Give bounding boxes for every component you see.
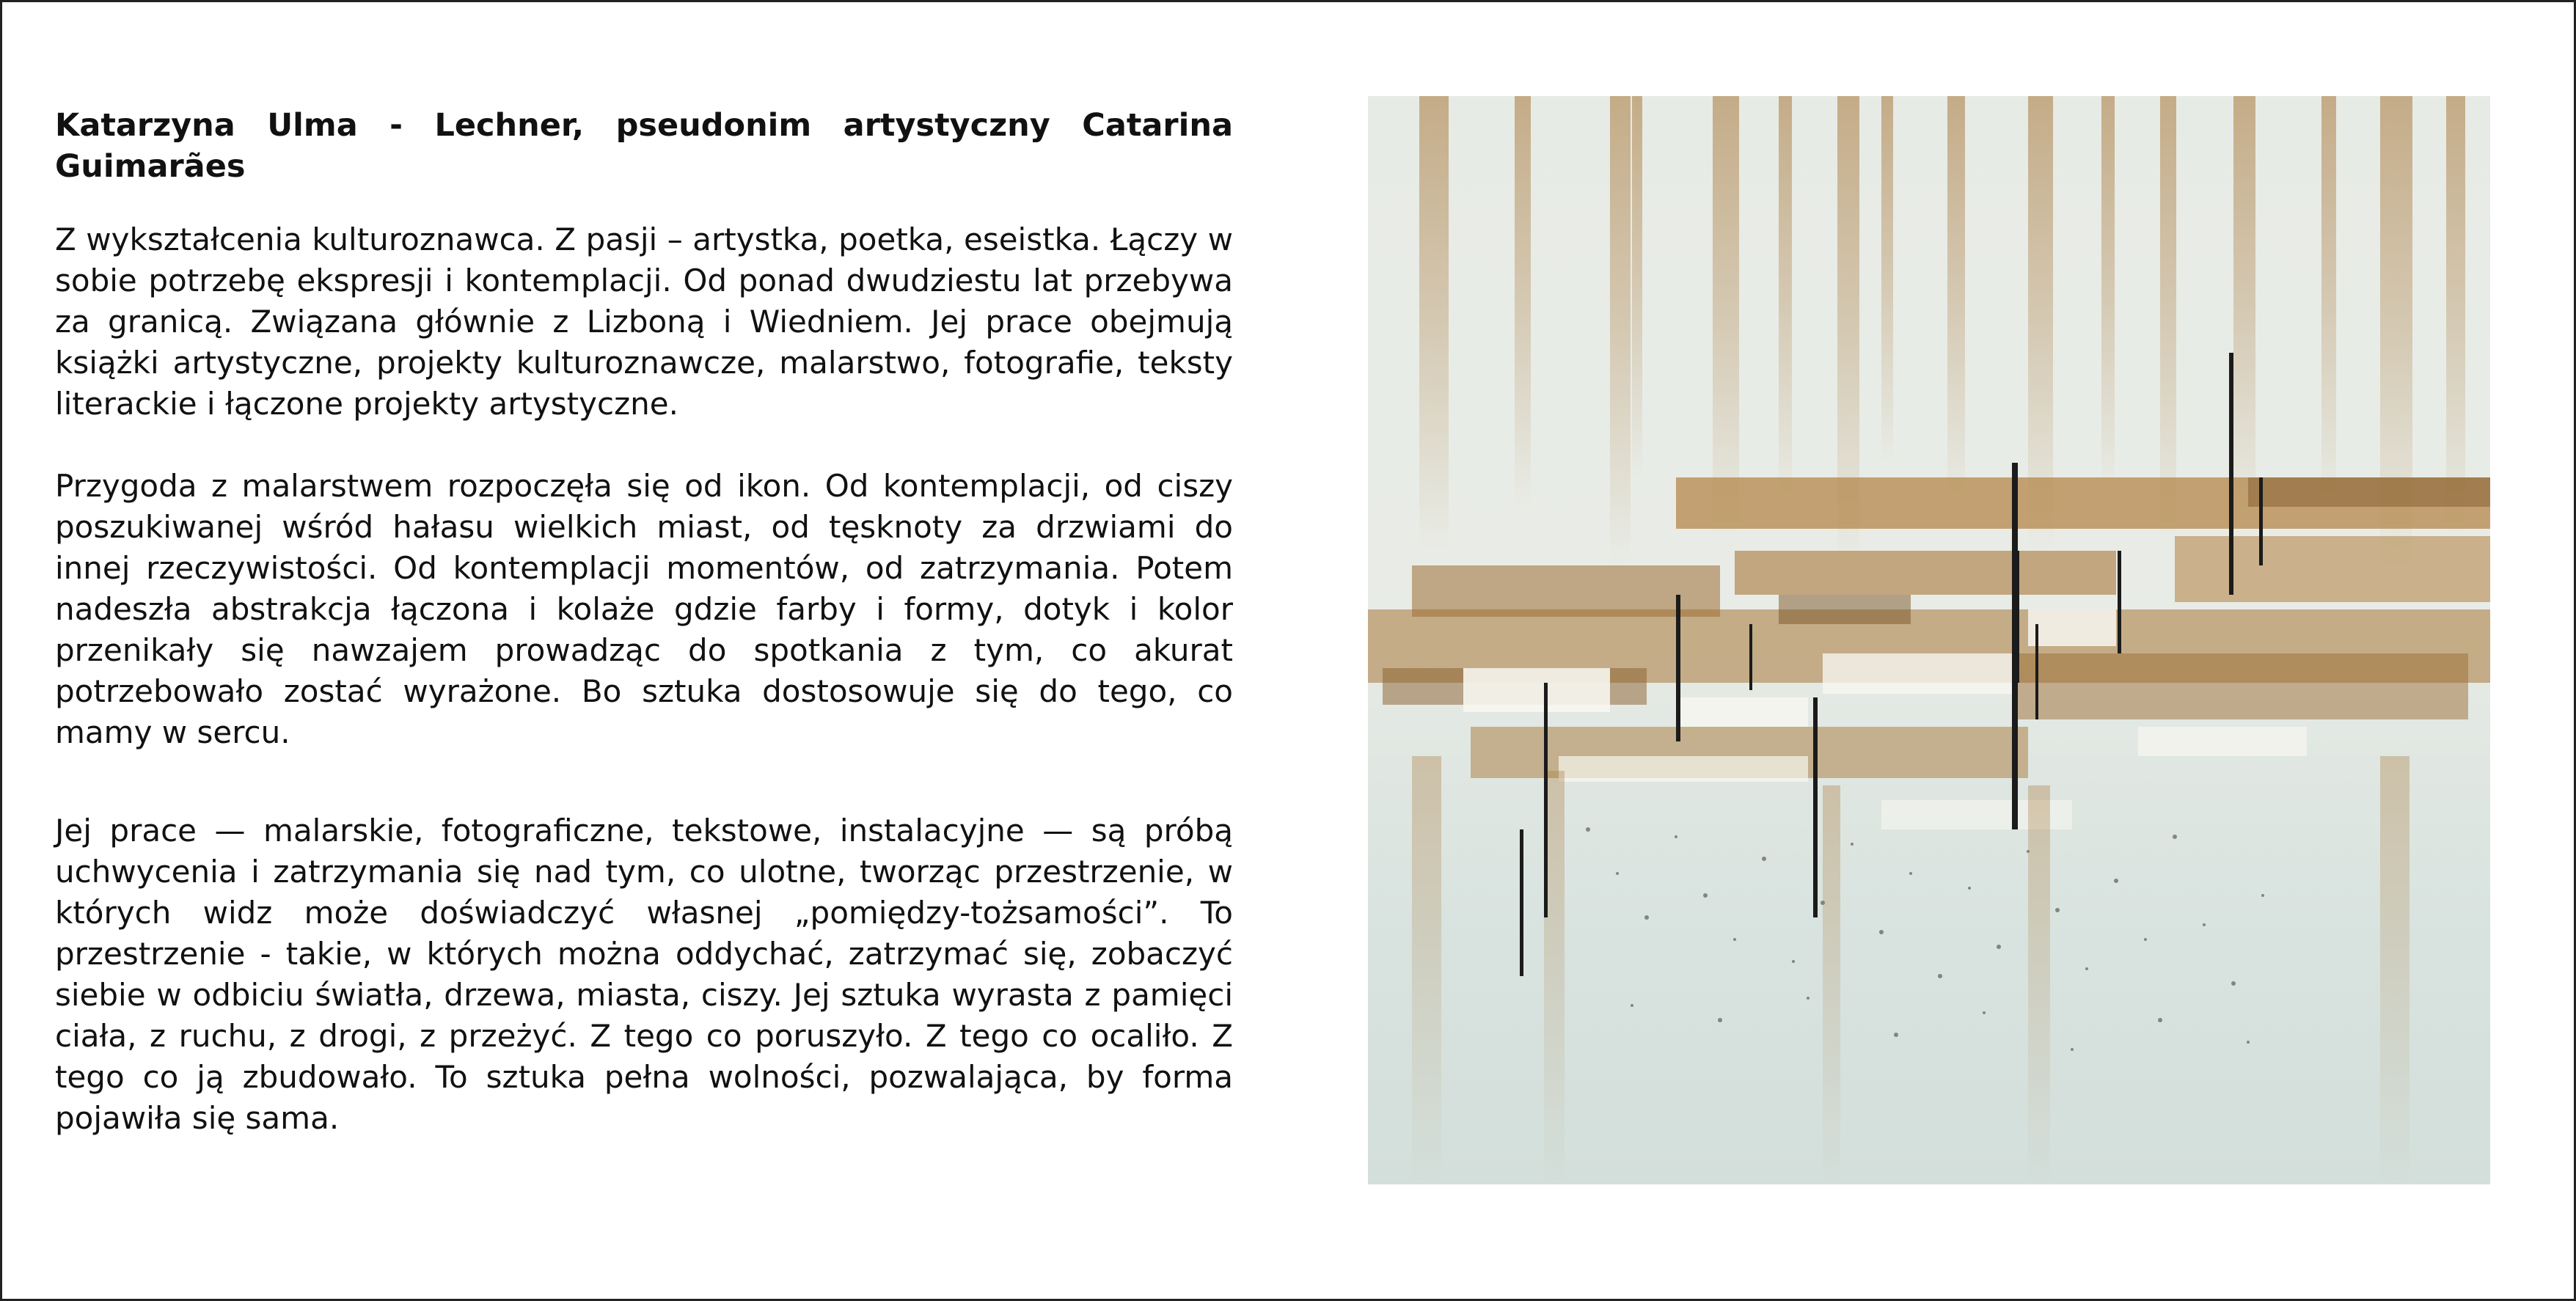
paragraph-works: Jej prace — malarskie, fotograficzne, tekstowe, instalacyjne — są próbą uchwycenia i zatrzymania się nad tym, co ulotne, tworząc przestrzenie, w których widz może doświadczyć własnej „pomiędzy-tożsamości”. To przestrzenie - takie, w których można oddychać, zatrzymać się, zobaczyć siebie w odbiciu światła, drzewa, miasta, ciszy. Jej sztuka wyrasta z pamięci ciała, z ruchu, z drogi, z przeżyć. Z tego co poruszyło. Z tego co ocaliło. Z tego co ją zbudowało. To sztuka pełna wolności, pozwalająca, by forma pojawiła się sama. <box>55 813 1233 1136</box>
abstract-painting-image <box>1368 96 2490 1184</box>
text-column <box>55 105 1233 1139</box>
paragraph-painting-adventure: Przygoda z malarstwem rozpoczęła się od ikon. Od kontemplacji, od ciszy poszukiwanej wśród hałasu wielkich miast, od tęsknoty za drzwiami do innej rzeczywistości. Od kontemplacji momentów, od zatrzymania. Potem nadeszła abstrakcja łączona i kolaże gdzie farby i formy, dotyk i kolor przenikały się nawzajem prowadząc do spotkania z tym, co akurat potrzebowało zostać wyrażone. Bo sztuka dostosowuje się do tego, co mamy w sercu. <box>55 468 1233 750</box>
page-title: Katarzyna Ulma - Lechner, pseudonim artystyczny Catarina Guimarães <box>55 107 1233 185</box>
paragraph-education: Z wykształcenia kulturoznawca. Z pasji – artystka, poetka, eseistka. Łączy w sobie potrzebę ekspresji i kontemplacji. Od ponad dwudziestu lat przebywa za granicą. Związana głównie z Lizboną i Wiedniem. Jej prace obejmują książki artystyczne, projekty kulturoznawcze, malarstwo, fotografie, teksty literackie i łączone projekty artystyczne. <box>55 221 1233 422</box>
